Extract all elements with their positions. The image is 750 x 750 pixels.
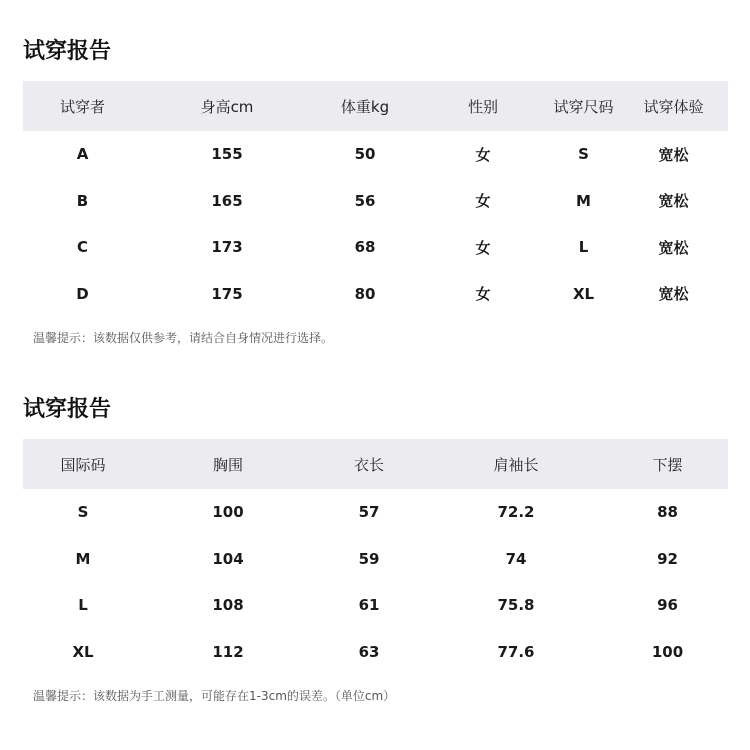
table-cell: 175 <box>211 284 243 303</box>
table-cell: 女 <box>475 238 491 257</box>
table-cell: 173 <box>211 238 243 257</box>
table-cell: 女 <box>475 145 491 164</box>
table-cell: 50 <box>354 145 376 164</box>
table-cell: 112 <box>212 642 244 661</box>
table-row <box>23 271 728 318</box>
table-cell: 80 <box>354 284 376 303</box>
table-cell: XL <box>572 284 595 303</box>
table-cell: XL <box>72 642 94 661</box>
table-cell: 宽松 <box>658 192 689 211</box>
table-row <box>23 224 728 271</box>
table-cell: 72.2 <box>497 503 535 522</box>
header-size: 试穿尺码 <box>553 97 614 116</box>
table-cell: 165 <box>211 191 243 210</box>
table-cell: 63 <box>358 642 380 661</box>
table-row <box>23 536 728 583</box>
table-cell: M <box>75 549 91 568</box>
table-row <box>23 582 728 629</box>
table-cell: 77.6 <box>497 642 535 661</box>
table-cell: 104 <box>212 549 244 568</box>
table-cell: 74 <box>505 549 527 568</box>
table-cell: M <box>576 191 591 210</box>
table-cell: 68 <box>354 238 376 257</box>
header-length: 衣长 <box>353 455 384 474</box>
table-cell: D <box>76 284 89 303</box>
table-row <box>23 131 728 178</box>
table-cell: A <box>76 145 89 164</box>
table-cell: 56 <box>354 191 376 210</box>
header-experience: 试穿体验 <box>643 97 704 116</box>
table-cell: 155 <box>211 145 243 164</box>
table-cell: 100 <box>651 642 684 661</box>
header-gender: 性别 <box>467 97 498 116</box>
table-cell: L <box>578 238 589 257</box>
table-cell: 女 <box>475 192 491 211</box>
table-cell: L <box>78 596 88 615</box>
table-cell: 75.8 <box>497 596 535 615</box>
try-on-note: 温馨提示：该数据仅供参考，请结合自身情况进行选择。 <box>33 331 334 345</box>
table-cell: 92 <box>657 549 678 568</box>
table-row <box>23 629 728 676</box>
table-cell: 108 <box>212 596 244 615</box>
table-cell: 女 <box>475 285 491 304</box>
table-row <box>23 178 728 225</box>
header-shoulder-sleeve: 肩袖长 <box>493 455 539 474</box>
table-cell: S <box>578 145 589 164</box>
header-tester: 试穿者 <box>59 97 105 116</box>
table-cell: 100 <box>212 503 244 522</box>
size-chart-table <box>23 439 728 675</box>
table-header-row <box>23 439 728 489</box>
size-chart-note: 温馨提示：该数据为手工测量，可能存在1-3cm的误差。（单位cm） <box>33 689 396 703</box>
table-cell: B <box>76 191 89 210</box>
header-hem: 下摆 <box>652 455 683 474</box>
header-height: 身高cm <box>200 97 254 116</box>
table-cell: 88 <box>657 503 678 522</box>
table-cell: 61 <box>358 596 380 615</box>
table-cell: 96 <box>657 596 678 615</box>
header-chest: 胸围 <box>212 455 243 474</box>
size-chart-title: 试穿报告 <box>23 397 112 422</box>
header-international-size: 国际码 <box>60 455 106 474</box>
table-cell: 宽松 <box>658 145 689 164</box>
table-cell: 59 <box>358 549 380 568</box>
try-on-table <box>23 81 728 317</box>
table-header-row <box>23 81 728 131</box>
table-cell: 宽松 <box>658 285 689 304</box>
table-row <box>23 489 728 536</box>
table-cell: 宽松 <box>658 238 689 257</box>
table-cell: C <box>76 238 88 257</box>
table-cell: S <box>77 503 89 522</box>
header-weight: 体重kg <box>340 97 390 116</box>
try-on-report-title: 试穿报告 <box>23 39 112 64</box>
table-cell: 57 <box>358 503 380 522</box>
